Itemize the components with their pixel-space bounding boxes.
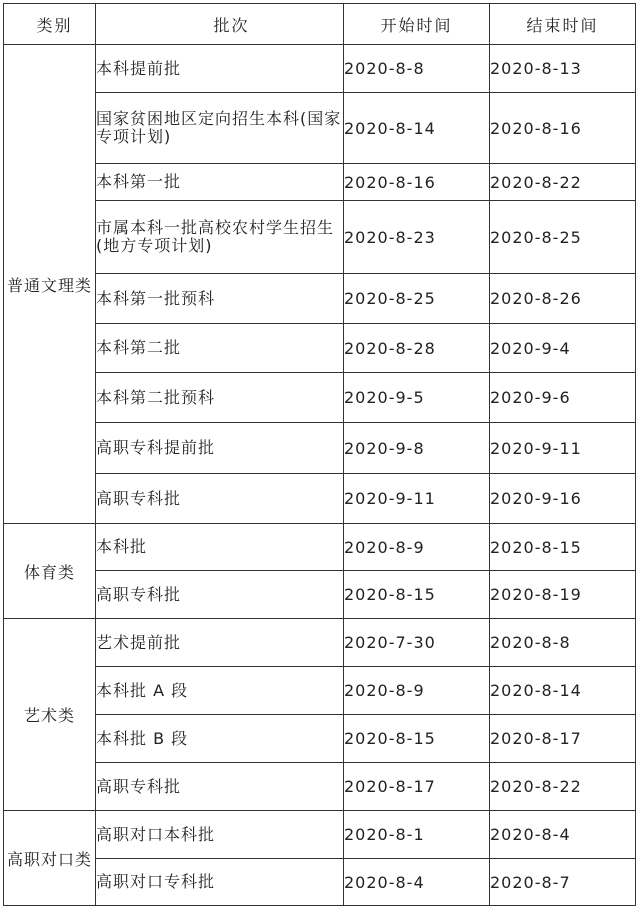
table-row [4,763,636,811]
category-cell: 体育类 [4,524,96,619]
table-row [4,45,636,93]
batch-cell: 高职对口本科批 [96,811,344,859]
start-time-cell: 2020-8-15 [344,571,490,619]
start-time-cell: 2020-8-14 [344,93,490,164]
category-cell: 高职对口类 [4,811,96,906]
batch-cell: 高职专科提前批 [96,423,344,474]
admission-schedule-table [3,3,636,906]
table-body [4,45,636,906]
end-time-cell: 2020-9-11 [490,423,636,474]
end-time-cell: 2020-9-6 [490,373,636,423]
batch-cell: 本科批 [96,524,344,571]
batch-cell: 本科第一批预科 [96,274,344,324]
end-time-cell: 2020-8-25 [490,201,636,274]
batch-cell: 高职专科批 [96,763,344,811]
end-time-cell: 2020-8-15 [490,524,636,571]
table-row [4,201,636,274]
batch-cell: 高职对口专科批 [96,859,344,906]
end-time-cell: 2020-8-22 [490,763,636,811]
start-time-cell: 2020-8-9 [344,667,490,715]
table-row [4,619,636,667]
end-time-cell: 2020-9-16 [490,474,636,524]
batch-cell: 艺术提前批 [96,619,344,667]
start-time-cell: 2020-8-28 [344,324,490,373]
end-time-cell: 2020-8-14 [490,667,636,715]
batch-cell: 国家贫困地区定向招生本科(国家专项计划) [96,93,344,164]
table-row [4,164,636,201]
start-time-cell: 2020-8-16 [344,164,490,201]
table-row [4,667,636,715]
start-time-cell: 2020-8-1 [344,811,490,859]
table-row [4,524,636,571]
batch-cell: 本科第二批 [96,324,344,373]
batch-cell: 本科第一批 [96,164,344,201]
table-row [4,324,636,373]
end-time-cell: 2020-8-13 [490,45,636,93]
end-time-cell: 2020-8-7 [490,859,636,906]
header-category: 类别 [4,4,96,45]
start-time-cell: 2020-8-23 [344,201,490,274]
start-time-cell: 2020-8-25 [344,274,490,324]
end-time-cell: 2020-8-16 [490,93,636,164]
start-time-cell: 2020-8-15 [344,715,490,763]
schedule-table-wrapper [3,3,636,906]
table-header-row [4,4,636,45]
end-time-cell: 2020-8-26 [490,274,636,324]
end-time-cell: 2020-8-19 [490,571,636,619]
end-time-cell: 2020-9-4 [490,324,636,373]
table-row [4,93,636,164]
table-row [4,274,636,324]
header-start-time: 开始时间 [344,4,490,45]
start-time-cell: 2020-9-8 [344,423,490,474]
batch-cell: 高职专科批 [96,474,344,524]
table-row [4,423,636,474]
category-cell: 普通文理类 [4,45,96,524]
table-row [4,859,636,906]
end-time-cell: 2020-8-4 [490,811,636,859]
table-row [4,571,636,619]
batch-cell: 市属本科一批高校农村学生招生(地方专项计划) [96,201,344,274]
end-time-cell: 2020-8-8 [490,619,636,667]
start-time-cell: 2020-8-17 [344,763,490,811]
batch-cell: 本科批 A 段 [96,667,344,715]
category-cell: 艺术类 [4,619,96,811]
batch-cell: 本科第二批预科 [96,373,344,423]
start-time-cell: 2020-8-4 [344,859,490,906]
start-time-cell: 2020-8-9 [344,524,490,571]
batch-cell: 本科提前批 [96,45,344,93]
batch-cell: 本科批 B 段 [96,715,344,763]
table-row [4,811,636,859]
batch-cell: 高职专科批 [96,571,344,619]
start-time-cell: 2020-9-11 [344,474,490,524]
start-time-cell: 2020-9-5 [344,373,490,423]
table-row [4,373,636,423]
end-time-cell: 2020-8-22 [490,164,636,201]
table-row [4,474,636,524]
start-time-cell: 2020-7-30 [344,619,490,667]
table-row [4,715,636,763]
end-time-cell: 2020-8-17 [490,715,636,763]
header-end-time: 结束时间 [490,4,636,45]
start-time-cell: 2020-8-8 [344,45,490,93]
header-batch: 批次 [96,4,344,45]
